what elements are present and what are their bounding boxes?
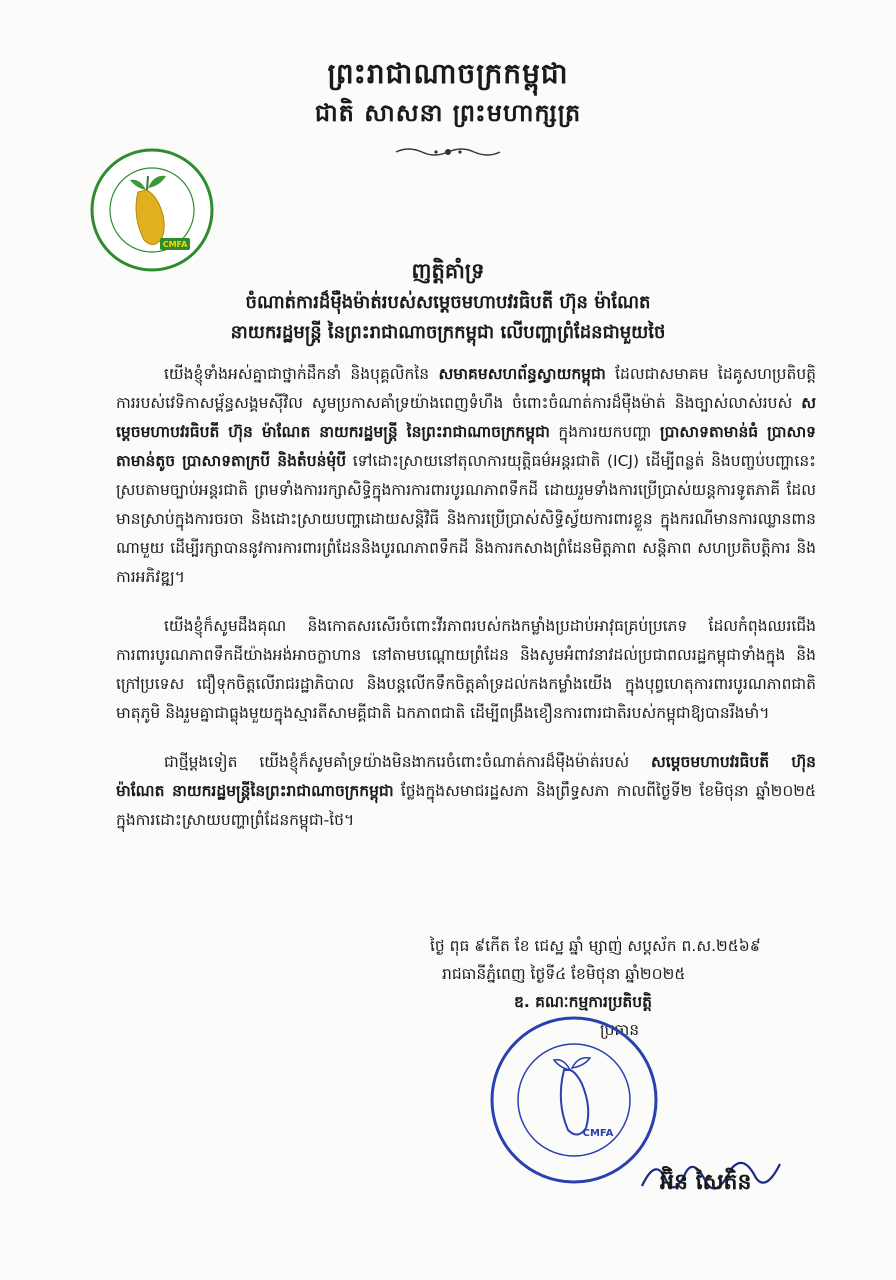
subject-line-1: ចំណាត់ការដ៏មុឺងម៉ាត់របស់សម្តេចមហាបវរធិបតី ហ៊ុន ម៉ាណែត	[245, 292, 651, 313]
signer-name: អ៊ិន សៃតិន	[660, 1170, 752, 1195]
date-block	[430, 932, 830, 988]
p1-pm-name: សម្តេចមហាបវរធិបតី ហ៊ុន ម៉ាណែត នាយករដ្ឋមន្ត្រី នៃព្រះរាជាណាចក្រកម្ពុជា	[116, 394, 816, 441]
kingdom-header	[0, 56, 896, 130]
signing-body: ឌ. គណៈកម្មការប្រតិបត្តិ	[514, 993, 652, 1011]
subject-line-2: នាយករដ្ឋមន្ត្រី នៃព្រះរាជាណាចក្រកម្ពុជា លើបញ្ហាព្រំដែនជាមួយថៃ	[230, 322, 666, 343]
lunar-date: ថ្ងៃ ពុធ ៩កើត ខែ ជេស្ឋ ឆ្នាំ ម្សាញ់ សប្តស័ក ព.ស.២៥៦៩	[430, 937, 761, 955]
p3-text-a: ជាថ្មីម្តងទៀត យើងខ្ញុំក៏សូមគាំទ្រយ៉ាងមិនងាករេចំពោះចំណាត់ការដ៏មុឺងម៉ាត់របស់	[164, 753, 651, 771]
p3-text-c: ថ្លែងក្នុងសមាជរដ្ឋសភា និងព្រឹទ្ធសភា កាលពីថ្ងៃទី២ ខែមិថុនា ឆ្នាំ២០២៥ ក្នុងការដោះស្រាយបញ្ហាព្រំដែនកម្ពុជា-ថៃ។	[116, 782, 816, 829]
president-title: ប្រធាន	[600, 1021, 640, 1039]
document-type: ញត្តិគាំទ្រ	[411, 259, 485, 283]
p1-text-a: យើងខ្ញុំទាំងអស់គ្នាជាថ្នាក់ដឹកនាំ និងបុគ្គលិកនៃ	[164, 365, 439, 383]
logo-abbr: CMFA	[162, 240, 188, 249]
document-subject	[80, 288, 816, 348]
national-motto: ជាតិ សាសនា ព្រះមហាក្សត្រ	[314, 99, 582, 127]
p1-text-e: ក្នុងការយកបញ្ហា	[549, 423, 661, 441]
paragraph-3	[116, 748, 816, 835]
kingdom-title: ព្រះរាជាណាចក្រកម្ពុជា	[327, 57, 569, 90]
solar-date: រាជធានីភ្នំពេញ ថ្ងៃទី៤ ខែមិថុនា ឆ្នាំ២០២៥	[442, 965, 686, 983]
decorative-ornament	[394, 144, 502, 160]
document-body	[116, 360, 816, 855]
p1-text-g: ទៅដោះស្រាយនៅតុលាការយុត្តិធម៌អន្តរជាតិ (ICJ) ដើម្បីពន្លត់ និងបញ្ចប់បញ្ហានេះស្របតាមច្បាប់អន្តរជាតិ ព្រមទាំងការរក្សាសិទ្ធិក្នុងការការពារបូរណភាពទឹកដី ដោយរួមទាំងការប្រើប្រាស់យន្តការទូតភាគី ដែលមានស្រាប់ក្នុងការចរចា និងដោះស្រាយបញ្ហាដោយសន្តិវិធី និងការប្រើប្រាស់សិទ្ធិស្វ័យការពារខ្លួន ក្នុងករណីមានការឈ្លានពានណាមួយ ដើម្បីរក្សាបាននូវការការពារព្រំដែននិងបូរណភាពទឹកដី និងការកសាងព្រំដែនមិត្តភាព សន្តិភាព សហប្រតិបត្តិការ និងការអភិវឌ្ឍ។	[116, 452, 816, 586]
p1-temples: ប្រាសាទតាមាន់ធំ ប្រាសាទតាមាន់តូច ប្រាសាទតាក្របី និងតំបន់មុំបី	[116, 423, 817, 470]
paragraph-2: យើងខ្ញុំក៏សូមដឹងគុណ និងកោតសរសើរចំពោះវីរភាពរបស់កងកម្លាំងប្រដាប់អាវុធគ្រប់ប្រភេទ ដែលកំពុងឈរជើងការពារបូរណភាពទឹកដីយ៉ាងអង់អាចក្លាហាន នៅតាមបណ្តោយព្រំដែន និងសូមអំពាវនាវដល់ប្រជាពលរដ្ឋកម្ពុជាទាំងក្នុង និងក្រៅប្រទេស ជឿទុកចិត្តលើរាជរដ្ឋាភិបាល និងបន្តលើកទឹកចិត្តគាំទ្រដល់កងកម្លាំងយើង ក្នុងបុព្វហេតុការពារបូរណភាពជាតិមាតុភូមិ និងរួមគ្នាជាធ្លុងមួយក្នុងស្មារតីសាមគ្គីជាតិ ឯកភាពជាតិ ដើម្បីពង្រឹងខឿនការពារជាតិរបស់កម្ពុជាឱ្យបានរឹងមាំ។	[116, 617, 816, 722]
p1-text-c: ដែលជាសមាគម ដៃគូសហប្រតិបត្តិការរបស់វេទិកាសម្ព័ន្ធសង្គមស៊ីវិល សូមប្រកាសគាំទ្រយ៉ាងពេញទំហឹង ចំពោះចំណាត់ការដ៏មុឺងម៉ាត់ និងច្បាស់លាស់របស់	[116, 365, 816, 412]
p1-org-name: សមាគមសហព័ន្ធស្វាយកម្ពុជា	[438, 365, 606, 383]
cmfa-logo	[88, 146, 216, 274]
stamp-abbr: CMFA	[582, 1128, 614, 1139]
p3-pm-name: សម្តេចមហាបវរធិបតី ហ៊ុន ម៉ាណែត នាយករដ្ឋមន្ត្រីនៃព្រះរាជាណាចក្រកម្ពុជា	[116, 753, 816, 800]
paragraph-1	[116, 360, 816, 592]
